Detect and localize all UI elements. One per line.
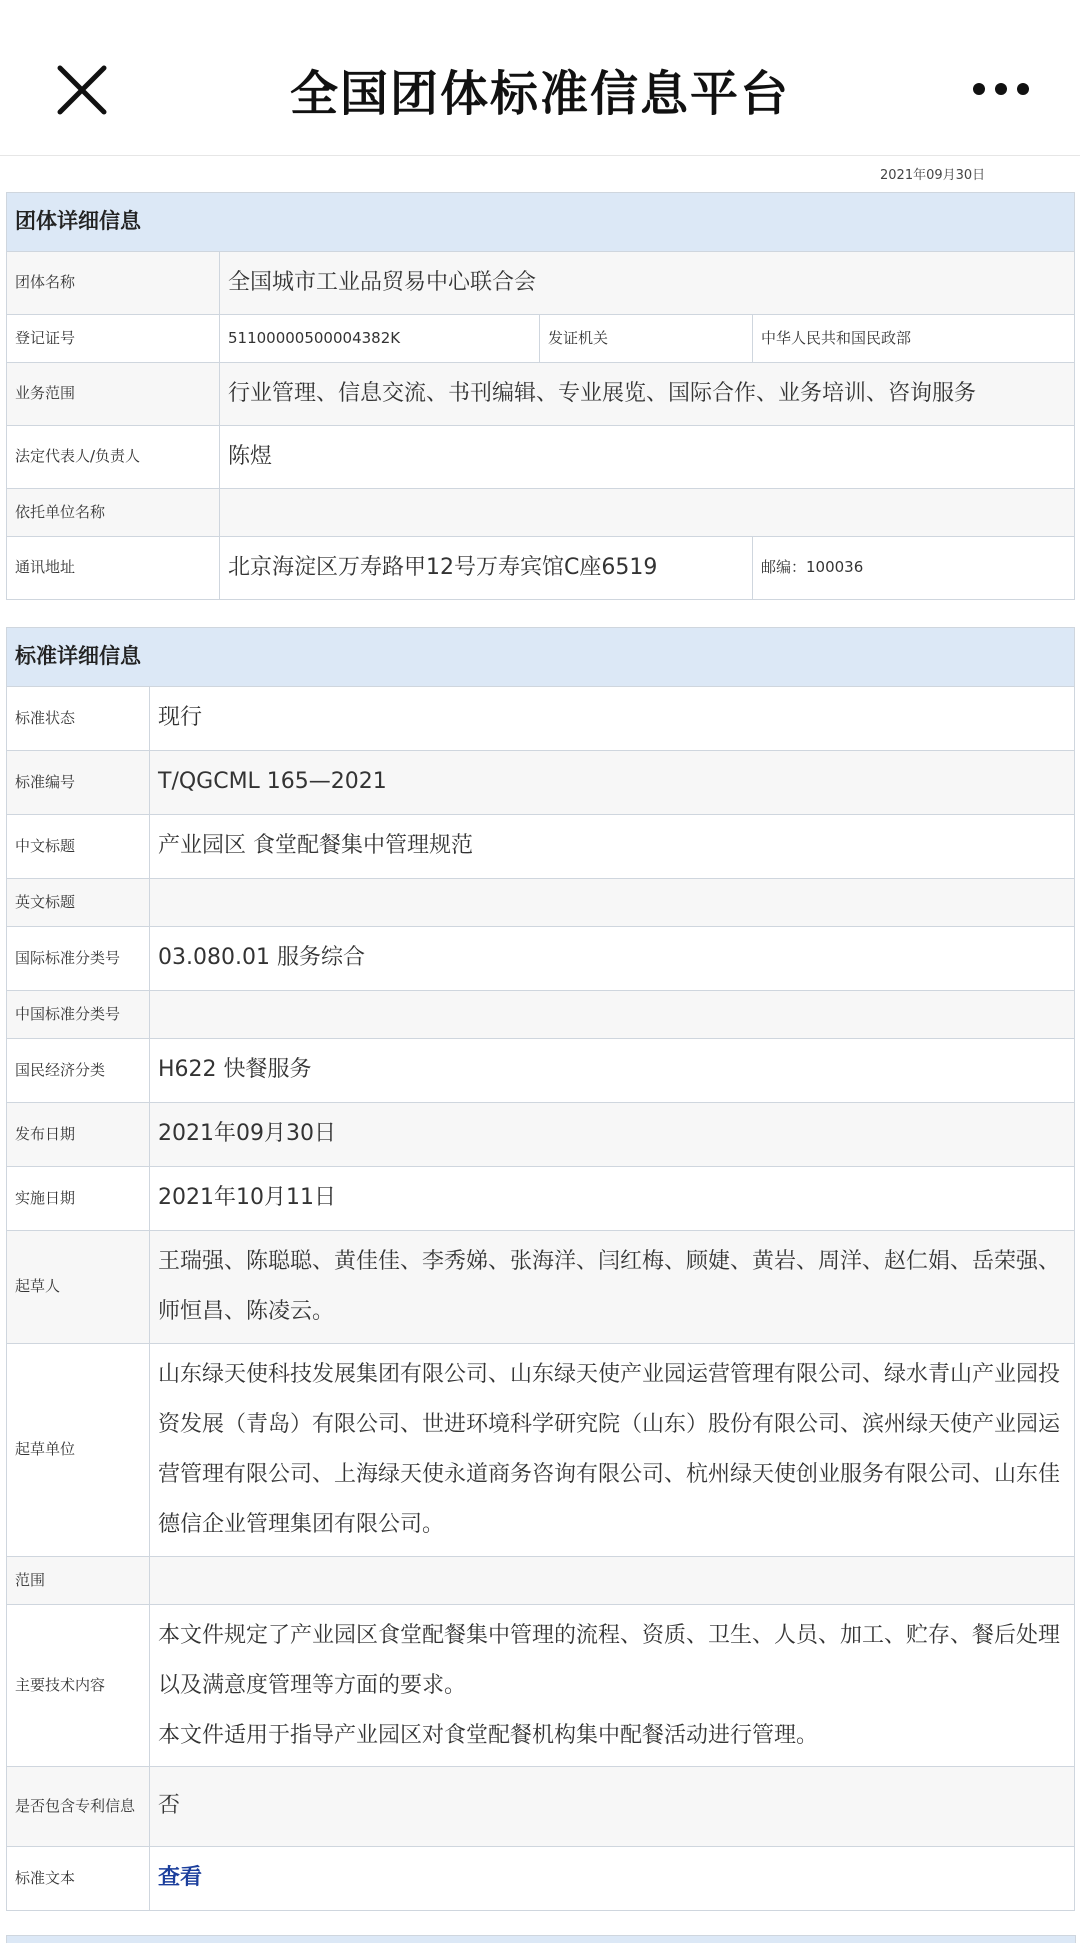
ics-row [7,927,1075,991]
publish-date-value: 2021年09月30日 [150,1103,1075,1167]
implement-date-value: 2021年10月11日 [150,1167,1075,1231]
issuer-value: 中华人民共和国民政部 [753,315,1075,363]
representative-value: 陈煜 [220,426,1075,489]
standard-text-row [7,1847,1075,1911]
code-value: T/QGCML 165—2021 [150,751,1075,815]
group-info-section-title: 团体详细信息 [7,193,1075,252]
drafting-units-row [7,1344,1075,1557]
postcode: 邮编：100036 [753,537,1075,600]
business-scope-row [7,363,1075,426]
range-row [7,1557,1075,1605]
ccs-value [150,991,1075,1039]
group-info-table [6,192,1075,600]
tech-content-paragraph-2: 本文件适用于指导产业园区对食堂配餐机构集中配餐活动进行管理。 [158,1722,819,1748]
representative-label: 法定代表人/负责人 [7,426,220,489]
supporting-unit-row [7,489,1075,537]
supporting-unit-value [220,489,1075,537]
standard-info-section-title: 标准详细信息 [7,628,1075,687]
en-title-label: 英文标题 [7,879,150,927]
patent-value: 否 [150,1767,1075,1847]
en-title-value [150,879,1075,927]
registration-row [7,315,1075,363]
standard-text-label: 标准文本 [7,1847,150,1911]
patent-label: 是否包含专利信息 [7,1767,150,1847]
economic-class-value: H622 快餐服务 [150,1039,1075,1103]
tech-content-row [7,1605,1075,1767]
group-name-label: 团体名称 [7,252,220,315]
ccs-label: 中国标准分类号 [7,991,150,1039]
tech-content-value [150,1605,1075,1767]
drafting-units-value: 山东绿天使科技发展集团有限公司、山东绿天使产业园运营管理有限公司、绿水青山产业园投资发展（青岛）有限公司、世进环境科学研究院（山东）股份有限公司、滨州绿天使产业园运营管理有限公司、上海绿天使永道商务咨询有限公司、杭州绿天使创业服务有限公司、山东佳德信企业管理集团有限公司。 [150,1344,1075,1557]
app-title: 全国团体标准信息平台 [289,66,790,122]
representative-row [7,426,1075,489]
drafting-units-label: 起草单位 [7,1344,150,1557]
tech-content-label: 主要技术内容 [7,1605,150,1767]
business-scope-label: 业务范围 [7,363,220,426]
drafters-value: 王瑞强、陈聪聪、黄佳佳、李秀娣、张海洋、闫红梅、顾婕、黄岩、周洋、赵仁娟、岳荣强、师恒昌、陈凌云。 [150,1231,1075,1344]
code-row [7,751,1075,815]
more-horizontal-icon[interactable] [970,74,1032,104]
economic-class-label: 国民经济分类 [7,1039,150,1103]
drafters-label: 起草人 [7,1231,150,1344]
publish-date-header: 2021年09月30日 [880,168,986,183]
cn-title-row [7,815,1075,879]
address-label: 通讯地址 [7,537,220,600]
code-label: 标准编号 [7,751,150,815]
registration-label: 登记证号 [7,315,220,363]
ccs-row [7,991,1075,1039]
en-title-row [7,879,1075,927]
drafters-row [7,1231,1075,1344]
tech-content-paragraph-1: 本文件规定了产业园区食堂配餐集中管理的流程、资质、卫生、人员、加工、贮存、餐后处理以及满意度管理等方面的要求。 [158,1622,1061,1698]
status-label: 标准状态 [7,687,150,751]
supporting-unit-label: 依托单位名称 [7,489,220,537]
implement-date-row [7,1167,1075,1231]
registration-value: 51100000500004382K [220,315,540,363]
view-standard-link[interactable]: 查看 [158,1865,203,1891]
address-value: 北京海淀区万寿路甲12号万寿宾馆C座6519 [220,537,753,600]
ics-value: 03.080.01 服务综合 [150,927,1075,991]
business-scope-value: 行业管理、信息交流、书刊编辑、专业展览、国际合作、业务培训、咨询服务 [220,363,1075,426]
status-value: 现行 [150,687,1075,751]
implement-date-label: 实施日期 [7,1167,150,1231]
standard-text-cell [150,1847,1075,1911]
cn-title-label: 中文标题 [7,815,150,879]
group-name-value: 全国城市工业品贸易中心联合会 [220,252,1075,315]
issuer-label: 发证机关 [540,315,753,363]
publish-date-label: 发布日期 [7,1103,150,1167]
range-label: 范围 [7,1557,150,1605]
range-value [150,1557,1075,1605]
cn-title-value: 产业园区 食堂配餐集中管理规范 [150,815,1075,879]
status-row [7,687,1075,751]
patent-row [7,1767,1075,1847]
address-row [7,537,1075,600]
economic-class-row [7,1039,1075,1103]
ics-label: 国际标准分类号 [7,927,150,991]
publish-date-row [7,1103,1075,1167]
top-bar [0,0,1080,156]
standard-info-table [6,627,1075,1911]
group-name-row [7,252,1075,315]
